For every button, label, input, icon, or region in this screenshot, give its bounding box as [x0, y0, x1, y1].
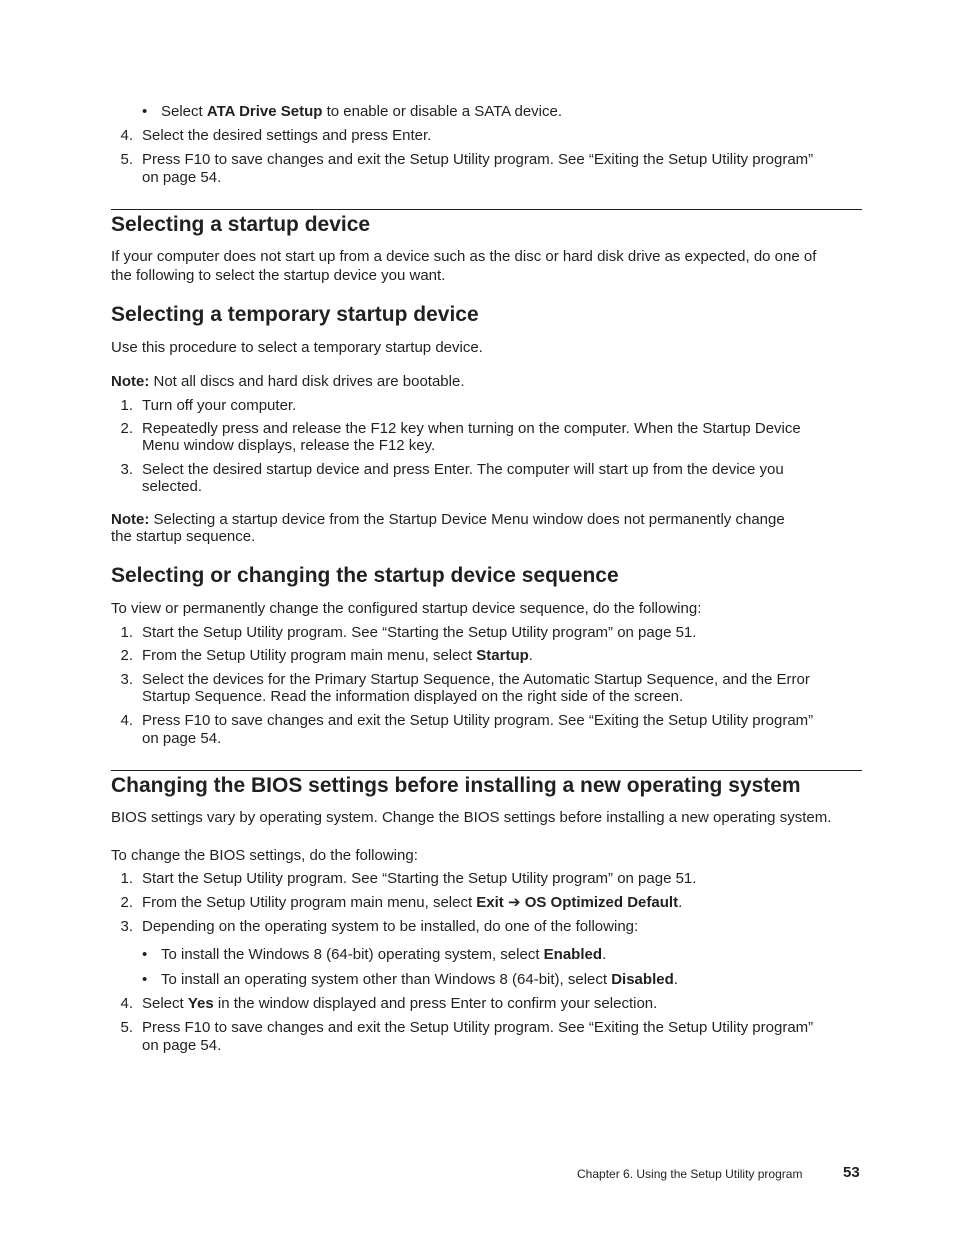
- step-number: 2.: [120, 420, 133, 437]
- paragraph: Use this procedure to select a temporary startup device.: [111, 339, 483, 356]
- step-text: Press F10 to save changes and exit the Setup Utility program. See “Exiting the Setup Utility program”: [142, 1019, 814, 1036]
- section-heading: Selecting a startup device: [111, 213, 371, 236]
- step-number: 5.: [120, 151, 133, 168]
- step-text: Menu window displays, release the F12 key.: [142, 437, 436, 454]
- paragraph: BIOS settings vary by operating system. Change the BIOS settings before installing a new operating system.: [111, 809, 832, 826]
- arrow-icon: ➔: [503, 894, 525, 911]
- list-item-ata-drive-setup: Select ATA Drive Setup to enable or disable a SATA device.: [161, 103, 563, 120]
- step-number: 1.: [120, 397, 133, 414]
- step-text: on page 54.: [142, 730, 222, 747]
- section-divider: [111, 770, 862, 771]
- step-number: 2.: [120, 894, 133, 911]
- step-text: From the Setup Utility program main menu, select Startup.: [142, 647, 533, 664]
- paragraph: If your computer does not start up from a device such as the disc or hard disk drive as expected, do one of: [111, 248, 817, 265]
- step-text: Start the Setup Utility program. See “Starting the Setup Utility program” on page 51.: [142, 870, 697, 887]
- step-number: 4.: [120, 127, 133, 144]
- step-number: 1.: [120, 624, 133, 641]
- list-item: To install the Windows 8 (64-bit) operating system, select Enabled.: [161, 946, 607, 963]
- step-number: 4.: [120, 995, 133, 1012]
- step-text: selected.: [142, 478, 203, 495]
- step-text: Press F10 to save changes and exit the Setup Utility program. See “Exiting the Setup Utility program”: [142, 151, 814, 168]
- page-number: 53: [843, 1164, 860, 1181]
- step-text: Select the desired settings and press Enter.: [142, 127, 432, 144]
- step-number: 3.: [120, 671, 133, 688]
- note: Note: Not all discs and hard disk drives are bootable.: [111, 373, 465, 390]
- step-text: on page 54.: [142, 169, 222, 186]
- list-item: To install an operating system other than Windows 8 (64-bit), select Disabled.: [161, 971, 678, 988]
- note: the startup sequence.: [111, 528, 256, 545]
- footer-chapter: Chapter 6. Using the Setup Utility program: [577, 1167, 803, 1181]
- step-text: Select the desired startup device and press Enter. The computer will start up from the device you: [142, 461, 784, 478]
- section-heading: Changing the BIOS settings before installing a new operating system: [111, 774, 801, 797]
- bullet-marker: •: [142, 971, 148, 988]
- subsection-heading: Selecting a temporary startup device: [111, 303, 479, 326]
- step-text: Press F10 to save changes and exit the Setup Utility program. See “Exiting the Setup Utility program”: [142, 712, 814, 729]
- step-text: Turn off your computer.: [142, 397, 297, 414]
- paragraph: To change the BIOS settings, do the following:: [111, 847, 418, 864]
- step-number: 3.: [120, 461, 133, 478]
- bullet-marker: •: [142, 946, 148, 963]
- step-text: Startup Sequence. Read the information displayed on the right side of the screen.: [142, 688, 684, 705]
- note: Note: Selecting a startup device from the Startup Device Menu window does not permanently change: [111, 511, 785, 528]
- step-number: 2.: [120, 647, 133, 664]
- step-number: 1.: [120, 870, 133, 887]
- step-text: Repeatedly press and release the F12 key when turning on the computer. When the Startup Device: [142, 420, 801, 437]
- step-number: 5.: [120, 1019, 133, 1036]
- step-number: 4.: [120, 712, 133, 729]
- paragraph: To view or permanently change the configured startup device sequence, do the following:: [111, 600, 702, 617]
- step-text: Start the Setup Utility program. See “Starting the Setup Utility program” on page 51.: [142, 624, 697, 641]
- paragraph: the following to select the startup device you want.: [111, 267, 446, 284]
- step-text: Select the devices for the Primary Startup Sequence, the Automatic Startup Sequence, and the Error: [142, 671, 810, 688]
- bullet-marker: •: [142, 103, 148, 120]
- step-number: 3.: [120, 918, 133, 935]
- step-text: Depending on the operating system to be installed, do one of the following:: [142, 918, 639, 935]
- step-text: Select Yes in the window displayed and press Enter to confirm your selection.: [142, 995, 658, 1012]
- section-divider: [111, 209, 862, 210]
- step-text: From the Setup Utility program main menu, select Exit ➔ OS Optimized Default.: [142, 894, 683, 911]
- subsection-heading: Selecting or changing the startup device sequence: [111, 564, 619, 587]
- step-text: on page 54.: [142, 1037, 222, 1054]
